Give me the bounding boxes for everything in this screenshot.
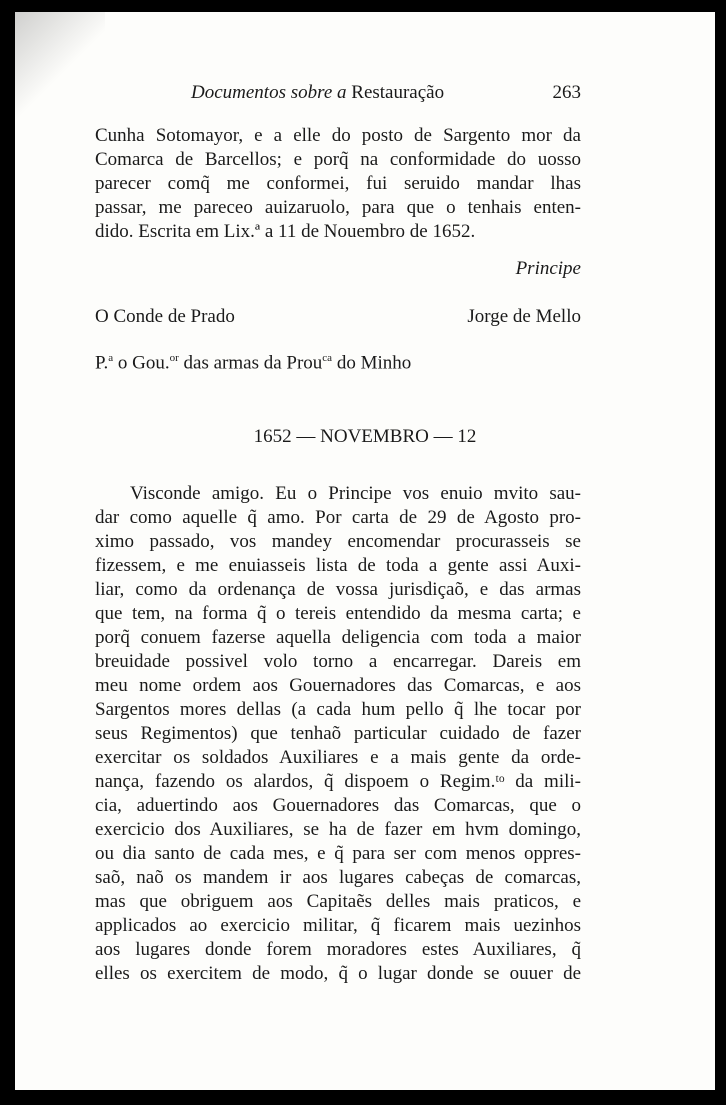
text-line: nança, fazendo os alardos, q̃ dispoem o Regim.ᵗᵒ da mili-	[95, 771, 581, 792]
section-heading: 1652 — NOVEMBRO — 12	[253, 426, 477, 447]
text-line: Comarca de Barcellos; e porq̃ na conformidade do uosso	[95, 149, 581, 170]
text-line: porq̃ conuem fazerse aquella deligencia com toda a maior	[95, 627, 581, 648]
text-line: exercitar os soldados Auxiliares e a mais gente da orde-	[95, 747, 581, 768]
text-line: dar como aquelle q̃ amo. Por carta de 29 de Agosto pro-	[95, 507, 581, 528]
text-line: Sargentos mores dellas (a cada hum pello q̃ lhe tocar por	[95, 699, 581, 720]
signer-right: Jorge de Mello	[467, 306, 581, 327]
text-line: mas que obriguem aos Capitaẽs delles mais praticos, e	[95, 891, 581, 912]
page-number: 263	[552, 82, 581, 103]
text-line: ou dia santo de cada mes, e q̃ para ser com menos oppres-	[95, 843, 581, 864]
text-line: meu nome ordem aos Gouernadores das Comarcas, e aos	[95, 675, 581, 696]
text-line: exercicio dos Auxiliares, se ha de fazer em hvm domingo,	[95, 819, 581, 840]
text-line: dido. Escrita em Lix.ª a 11 de Nouembro de 1652.	[95, 221, 476, 242]
text-line: passar, me pareceo auizaruolo, para que o tenhais enten-	[95, 197, 581, 218]
document-page	[15, 12, 715, 1090]
text-line: applicados ao exercicio militar, q̃ ficarem mais uezinhos	[95, 915, 581, 936]
text-line: Visconde amigo. Eu o Principe vos enuio mvito sau-	[130, 483, 581, 504]
text-line: aos lugares donde forem moradores estes Auxiliares, q̃	[95, 939, 581, 960]
text-line: ximo passado, vos mandey encomendar procurasseis se	[95, 531, 581, 552]
text-line: parecer comq̃ me conformei, fui seruido mandar lhas	[95, 173, 581, 194]
text-line: seus Regimentos) que tenhaõ particular cuidado de fazer	[95, 723, 581, 744]
scan-shadow	[15, 12, 105, 122]
text-line: fizessem, e me enuiasseis lista de toda a gente assi Auxi-	[95, 555, 581, 576]
signer-left: O Conde de Prado	[95, 306, 235, 327]
paragraph-2	[95, 482, 581, 986]
text-line: saõ, naõ os mandem ir aos lugares cabeças de comarcas,	[95, 867, 581, 888]
text-line: liar, como da ordenança de vossa jurisdiçaõ, e das armas	[95, 579, 581, 600]
address-line: P.$^a$ o Gou.$^{or}$ das armas da Prou$^{ca}$ do Minho	[95, 352, 412, 374]
signoff: Principe	[515, 258, 581, 279]
text-line: que tem, na forma q̃ o tereis entendido da mesma carta; e	[95, 603, 581, 624]
text-line: Cunha Sotomayor, e a elle do posto de Sargento mor da	[95, 125, 581, 146]
text-line: breuidade possivel volo torno a encarregar. Dareis em	[95, 651, 581, 672]
paragraph-1	[95, 124, 581, 244]
text-line: cia, aduertindo aos Gouernadores das Comarcas, que o	[95, 795, 581, 816]
text-line: elles os exercitem de modo, q̃ o lugar donde se ouuer de	[95, 963, 581, 984]
running-title: Documentos sobre a Restauração	[191, 82, 445, 103]
